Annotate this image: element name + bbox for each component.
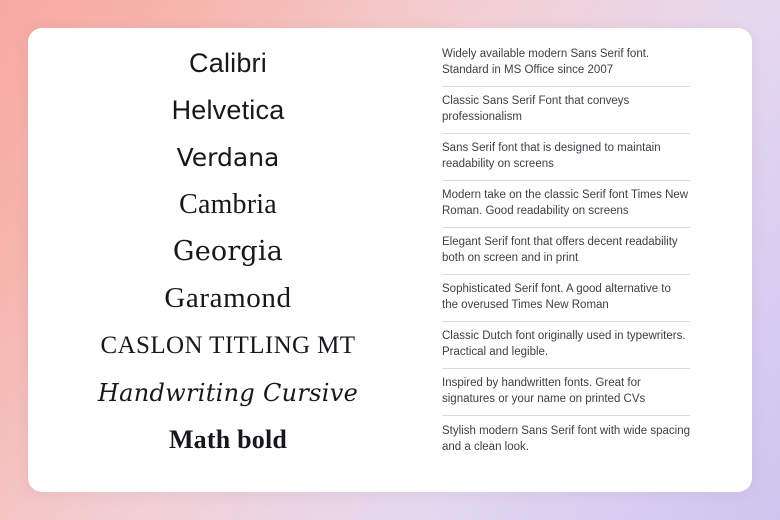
- font-sample-name: Math bold: [168, 424, 288, 454]
- font-description-row: [442, 416, 690, 463]
- font-description-text: Modern take on the classic Serif font Times New Roman. Good readability on screens: [442, 189, 689, 217]
- font-descriptions-column: [428, 34, 752, 486]
- font-sample-row: [28, 181, 428, 228]
- font-description-row: [442, 40, 690, 87]
- font-sample-name: Verdana: [176, 143, 280, 172]
- font-description-row: [442, 369, 690, 416]
- font-showcase-card: [28, 28, 752, 492]
- font-sample-name: CASLON TITLING MT: [100, 332, 356, 359]
- font-description-row: [442, 275, 690, 322]
- font-sample-name: Georgia: [172, 236, 284, 267]
- font-sample-row: [28, 40, 428, 87]
- font-samples-column: [28, 34, 428, 486]
- font-description-text: Sophisticated Serif font. A good alternative to the overused Times New Roman: [442, 283, 671, 311]
- font-sample-row: [28, 322, 428, 369]
- font-description-text: Inspired by handwritten fonts. Great for signatures or your name on printed CVs: [442, 377, 646, 405]
- font-sample-row: [28, 369, 428, 416]
- font-sample-row: [28, 228, 428, 275]
- font-description-row: [442, 181, 690, 228]
- font-sample-row: [28, 416, 428, 463]
- font-description-text: Stylish modern Sans Serif font with wide spacing and a clean look.: [442, 424, 691, 453]
- font-description-text: Classic Dutch font originally used in typewriters. Practical and legible.: [442, 330, 686, 358]
- font-sample-row: [28, 134, 428, 181]
- font-description-text: Widely available modern Sans Serif font. Standard in MS Office since 2007: [442, 48, 650, 76]
- font-description-row: [442, 134, 690, 181]
- font-description-text: Sans Serif font that is designed to maintain readability on screens: [442, 142, 661, 170]
- font-sample-name: Garamond: [164, 282, 292, 314]
- font-sample-name: Handwriting Cursive: [97, 378, 359, 407]
- font-sample-row: [28, 87, 428, 134]
- font-sample-row: [28, 275, 428, 322]
- font-description-row: [442, 228, 690, 275]
- font-description-text: Classic Sans Serif Font that conveys professionalism: [442, 95, 630, 123]
- font-description-row: [442, 322, 690, 369]
- font-sample-name: Calibri: [189, 48, 267, 78]
- font-description-text: Elegant Serif font that offers decent readability both on screen and in print: [442, 236, 678, 264]
- font-description-row: [442, 87, 690, 134]
- font-sample-name: Helvetica: [171, 95, 285, 125]
- font-sample-name: Cambria: [179, 188, 277, 220]
